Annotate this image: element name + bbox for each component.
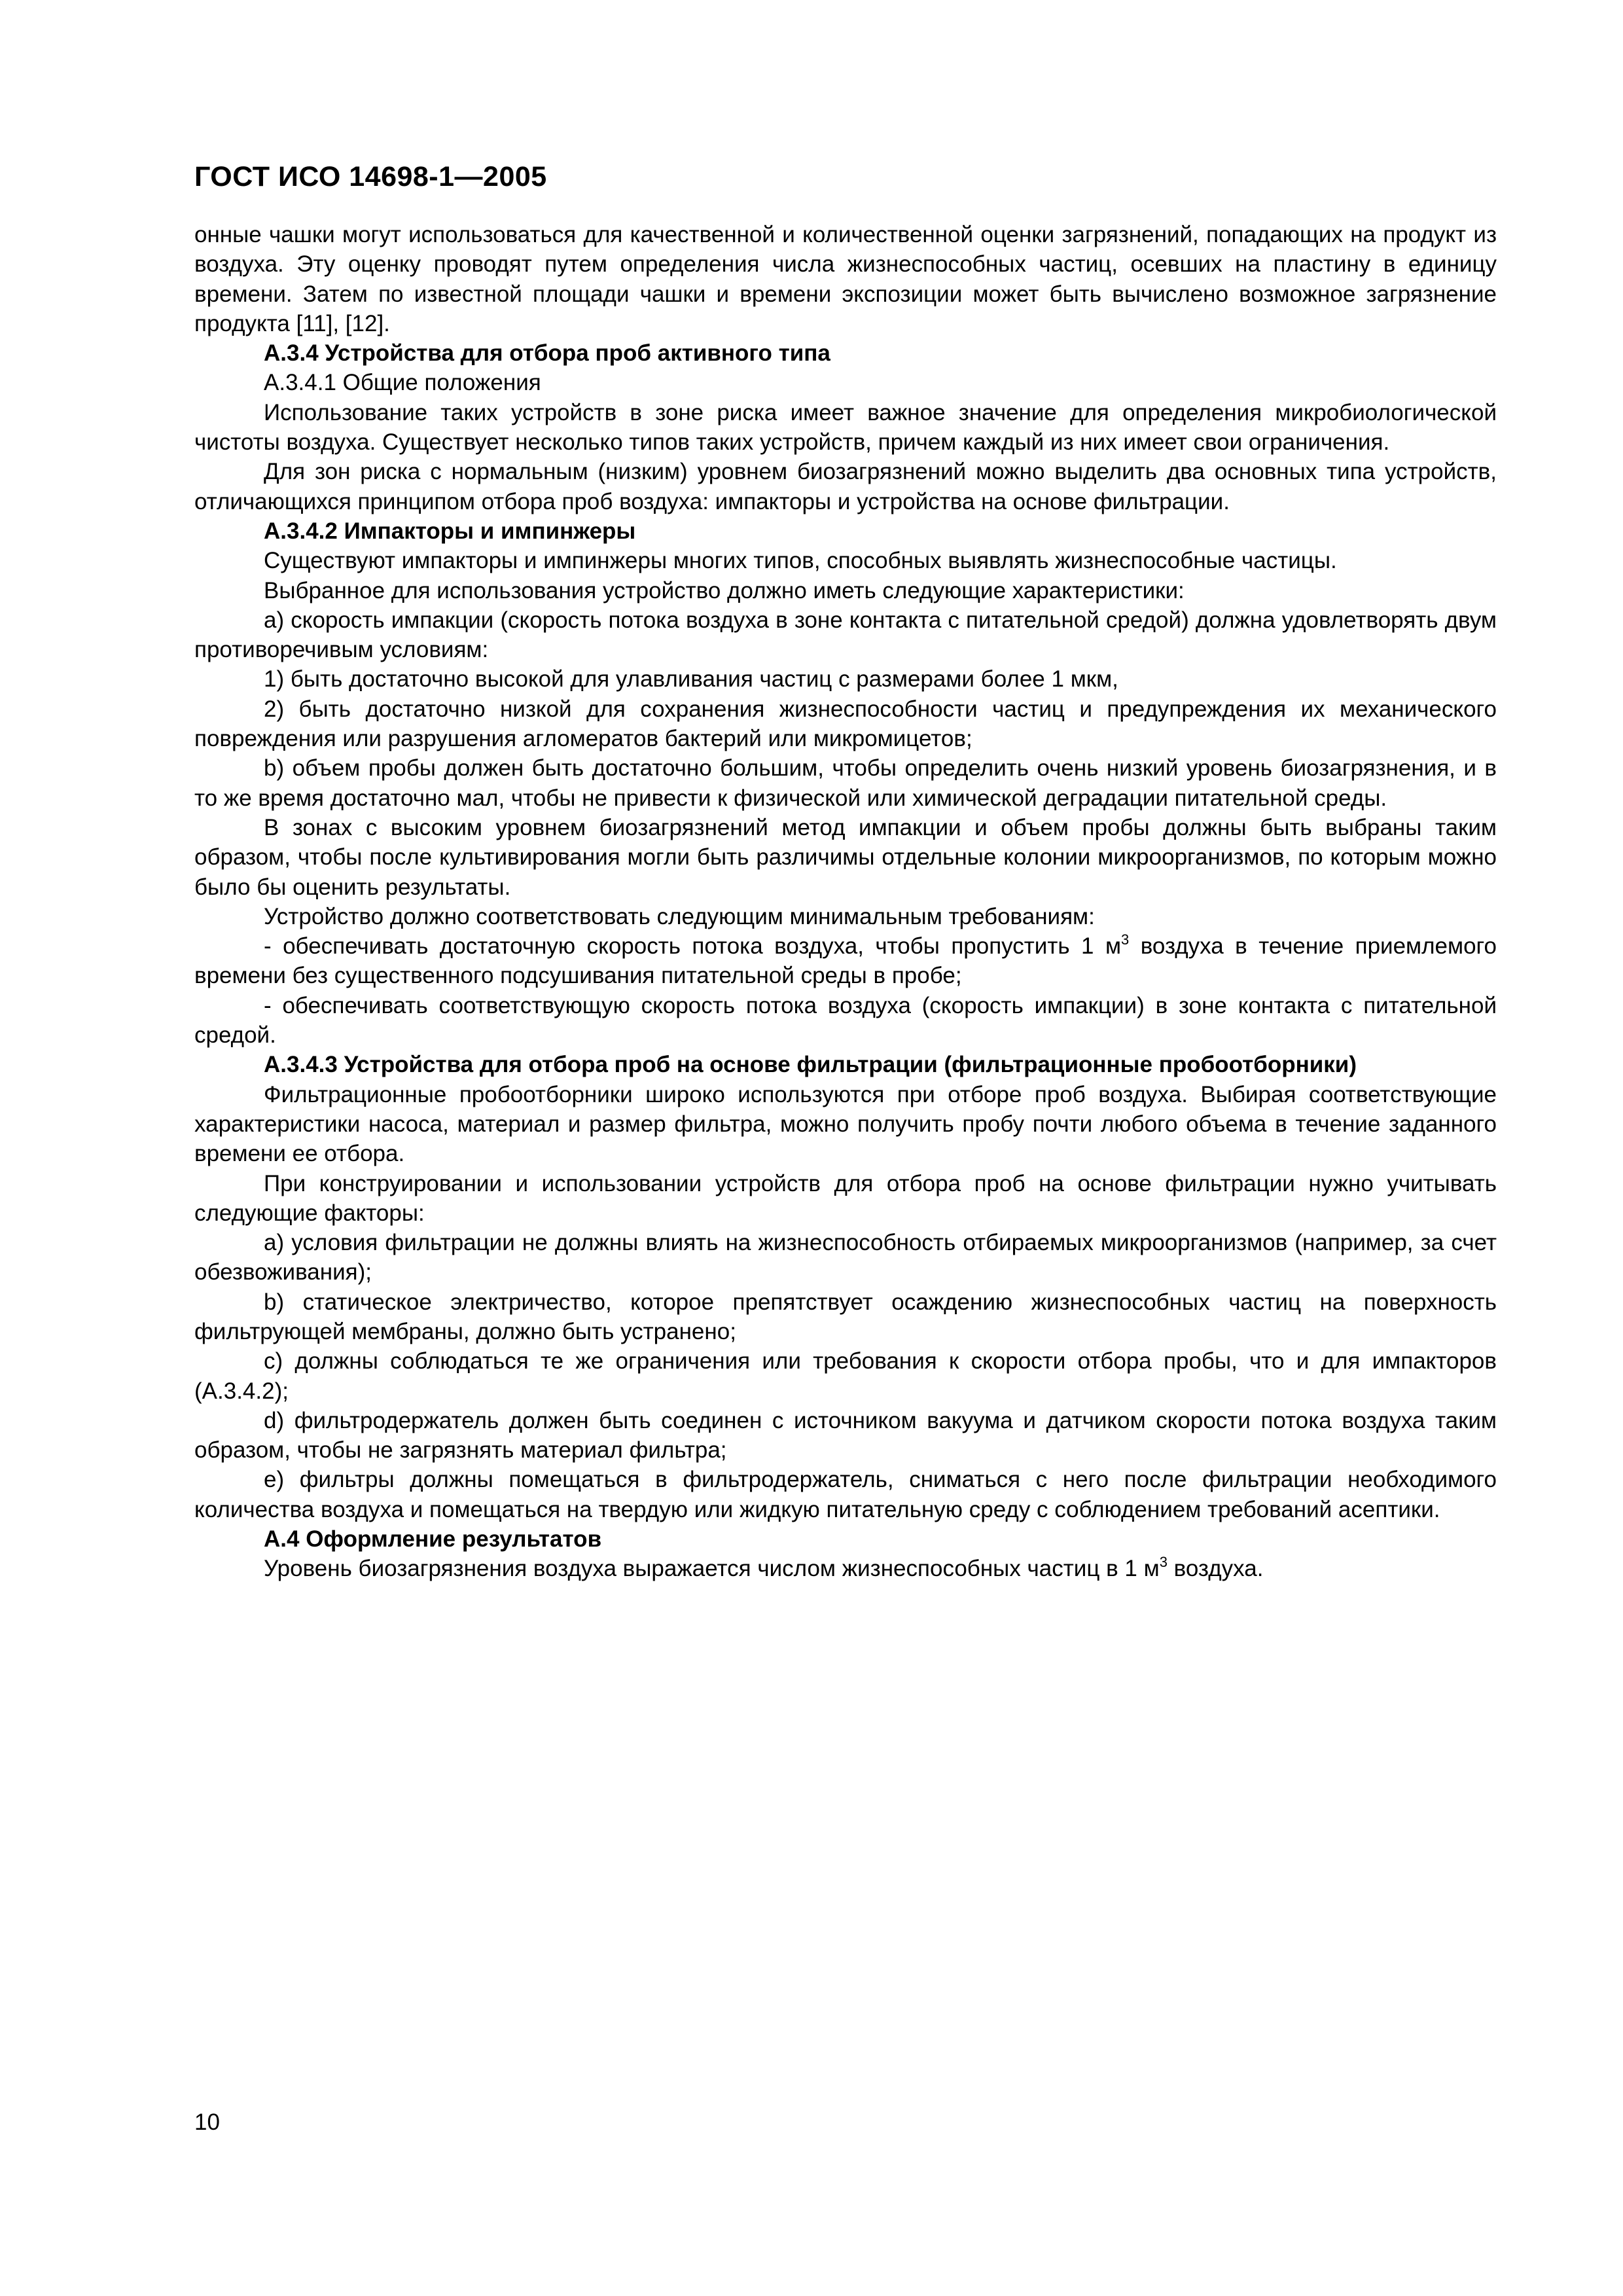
paragraph: Существуют импакторы и импинжеры многих типов, способных выявлять жизнеспособные частицы. — [264, 548, 1337, 574]
paragraph: Для зон риска с нормальным (низким) уровнем биозагрязнений можно выделить два основных типа устройств, отличающихся принципом отбора проб воздуха: импакторы и устройства на основе фильтрации. — [194, 459, 1497, 514]
section-heading-a4: А.4 Оформление результатов — [264, 1526, 602, 1552]
paragraph: Фильтрационные пробоотборники широко используются при отборе проб воздуха. Выбирая соответствующие характеристики насоса, материал и размер фильтра, можно получить пробу почти любого объема в течение заданного времени ее отбора. — [194, 1081, 1497, 1167]
page-number: 10 — [194, 2109, 220, 2135]
list-item: а) условия фильтрации не должны влиять на жизнеспособность отбираемых микроорганизмов (например, за счет обезвоживания); — [194, 1230, 1497, 1285]
text-run: - обеспечивать достаточную скорость потока воздуха, чтобы пропустить 1 м — [264, 933, 1122, 960]
paragraph — [194, 1554, 1497, 1583]
list-item: 2) быть достаточно низкой для сохранения жизнеспособности частиц и предупреждения их механического повреждения или разрушения агломератов бактерий или микромицетов; — [194, 696, 1497, 752]
subsection-title-a341: А.3.4.1 Общие положения — [264, 370, 541, 396]
paragraph: Устройство должно соответствовать следующим минимальным требованиям: — [264, 903, 1095, 929]
superscript: 3 — [1159, 1554, 1168, 1571]
paragraph: Выбранное для использования устройство должно иметь следующие характеристики: — [264, 577, 1185, 603]
paragraph: При конструировании и использовании устройств для отбора проб на основе фильтрации нужно учитывать следующие факторы: — [194, 1170, 1497, 1226]
list-item: а) скорость импакции (скорость потока воздуха в зоне контакта с питательной средой) должна удовлетворять двум противоречивым условиям: — [194, 607, 1497, 663]
list-item: с) должны соблюдаться те же ограничения или требования к скорости отбора пробы, что и для импакторов (А.3.4.2); — [194, 1348, 1497, 1404]
list-item: е) фильтры должны помещаться в фильтродержатель, сниматься с него после фильтрации необходимого количества воздуха и помещаться на твердую или жидкую питательную среду с соблюдением требований асептики. — [194, 1467, 1497, 1522]
section-heading-a34: А.3.4 Устройства для отбора проб активного типа — [264, 340, 830, 367]
section-heading-a342: А.3.4.2 Импакторы и импинжеры — [264, 518, 636, 544]
paragraph: Использование таких устройств в зоне риска имеет важное значение для определения микробиологической чистоты воздуха. Существует несколько типов таких устройств, причем каждый из них имеет свои ограничения. — [194, 399, 1497, 456]
list-item: d) фильтродержатель должен быть соединен с источником вакуума и датчиком скорости потока воздуха таким образом, чтобы не загрязнять материал фильтра; — [194, 1407, 1497, 1463]
document-body — [194, 220, 1497, 1584]
paragraph: онные чашки могут использоваться для качественной и количественной оценки загрязнений, попадающих на продукт из воздуха. Эту оценку проводят путем определения числа жизнеспособных частиц, осевших на пластину в единицу времени. Затем по известной площади чашки и времени экспозиции может быть вычислено возможное загрязнение продукта [11], [12]. — [194, 222, 1497, 336]
list-item: b) объем пробы должен быть достаточно большим, чтобы определить очень низкий уровень биозагрязнения, и в то же время достаточно мал, чтобы не привести к физической или химической деградации питательной среды. — [194, 755, 1497, 811]
list-item: - обеспечивать соответствующую скорость потока воздуха (скорость импакции) в зоне контакта с питательной средой. — [194, 992, 1497, 1049]
paragraph: В зонах с высоким уровнем биозагрязнений метод импакции и объем пробы должны быть выбраны таким образом, чтобы после культивирования могли быть различимы отдельные колонии микроорганизмов, по которым можно было бы оценить результаты. — [194, 814, 1497, 900]
list-item: 1) быть достаточно высокой для улавливания частиц с размерами более 1 мкм, — [264, 666, 1118, 692]
text-run: воздуха. — [1167, 1556, 1264, 1582]
section-heading-a343: А.3.4.3 Устройства для отбора проб на основе фильтрации (фильтрационные пробоотборники) — [264, 1052, 1357, 1078]
list-item: b) статическое электричество, которое препятствует осаждению жизнеспособных частиц на поверхность фильтрующей мембраны, должно быть устранено; — [194, 1289, 1497, 1344]
superscript: 3 — [1121, 931, 1130, 948]
list-item — [194, 931, 1497, 991]
document-header: ГОСТ ИСО 14698-1—2005 — [194, 161, 547, 192]
text-run: воздуха в течение приемлемого времени без существенного подсушивания питательной среды в пробе; — [194, 933, 1497, 989]
text-run: Уровень биозагрязнения воздуха выражается числом жизнеспособных частиц в 1 м — [264, 1556, 1160, 1582]
